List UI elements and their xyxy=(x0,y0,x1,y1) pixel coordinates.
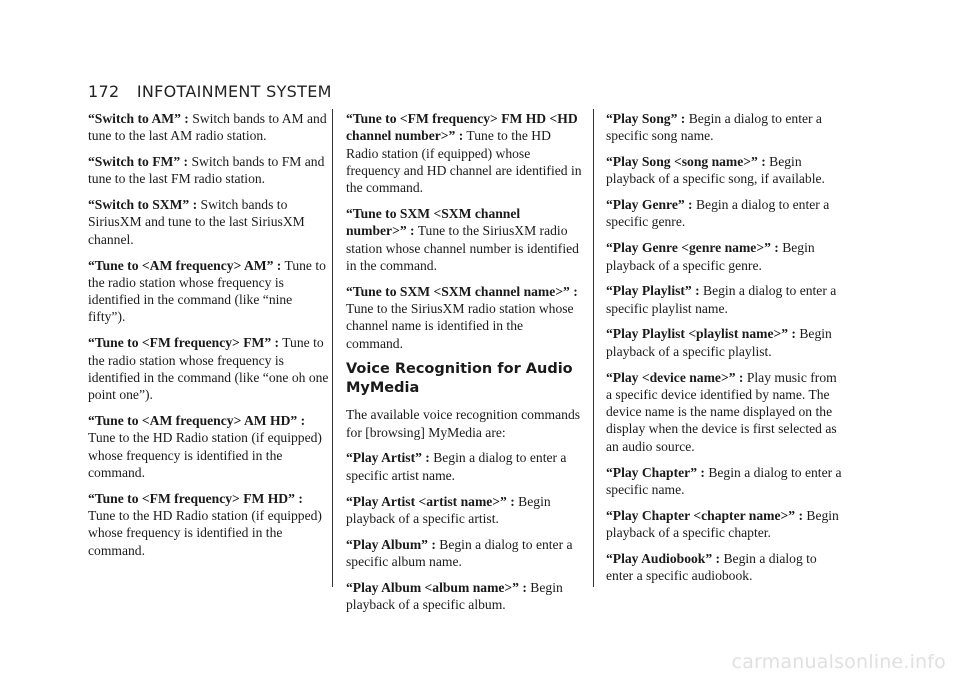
command-name: “Play Genre <genre name>” : xyxy=(606,240,779,256)
command-entry xyxy=(346,110,582,196)
intro-paragraph: The available voice recognition commands for [browsing] MyMedia are: xyxy=(346,407,581,440)
command-description: Tune to the HD Radio station (if equipped) whose frequency is identified in the command. xyxy=(88,430,322,480)
command-entry xyxy=(606,110,842,145)
column-2 xyxy=(346,110,582,622)
command-description: Switch bands to SiriusXM and tune to the last SiriusXM channel. xyxy=(88,197,305,247)
command-description: Begin playback of a specific song, if available. xyxy=(606,154,825,187)
command-name: “Play Genre” : xyxy=(606,197,693,213)
command-description: Tune to the HD Radio station (if equipped) whose frequency and HD channel are identified in the command. xyxy=(346,128,582,196)
command-name: “Play Artist <artist name>” : xyxy=(346,493,515,509)
command-entry xyxy=(346,493,582,528)
command-name: “Tune to <FM frequency> FM” : xyxy=(88,335,280,351)
command-description: Begin a dialog to enter a specific song name. xyxy=(606,111,822,144)
command-entry xyxy=(606,196,842,231)
command-name: “Play Artist” : xyxy=(346,450,430,466)
command-description: Begin a dialog to enter a specific artist name. xyxy=(346,450,567,483)
command-name: “Switch to AM” : xyxy=(88,111,189,126)
column-divider xyxy=(332,109,333,587)
command-description: Tune to the radio station whose frequency is identified in the command (like “nine fifty”). xyxy=(88,257,326,325)
page-number: 172 xyxy=(88,82,120,101)
command-name: “Play Playlist <playlist name>” : xyxy=(606,326,796,342)
command-name: “Tune to <AM frequency> AM” : xyxy=(88,257,282,273)
command-description: Begin a dialog to enter a specific genre. xyxy=(606,197,830,230)
command-description: Begin playback of a specific genre. xyxy=(606,240,815,273)
command-description: Begin playback of a specific album. xyxy=(346,579,563,613)
command-name: “Play Song <song name>” : xyxy=(606,154,766,170)
command-entry xyxy=(88,334,330,403)
command-entry xyxy=(346,283,582,352)
command-description: Switch bands to FM and tune to the last FM radio station. xyxy=(88,154,325,187)
command-name: “Tune to SXM <SXM channel name>” : xyxy=(346,283,578,299)
command-entry xyxy=(606,325,842,360)
command-name: “Tune to <FM frequency> FM HD” : xyxy=(88,490,303,506)
command-description: Begin a dialog to enter a specific audiobook. xyxy=(606,550,817,584)
command-description: Tune to the SiriusXM radio station whose channel number is identified in the command. xyxy=(346,223,579,273)
column-3 xyxy=(606,110,842,593)
command-entry xyxy=(606,282,842,317)
command-name: “Switch to SXM” : xyxy=(88,197,198,213)
command-entry xyxy=(606,153,842,188)
command-entry xyxy=(606,369,842,455)
command-entry xyxy=(606,507,842,542)
command-description: Switch bands to AM and tune to the last AM radio station. xyxy=(88,111,327,144)
command-name: “Play Song” : xyxy=(606,111,686,126)
command-entry xyxy=(606,239,842,274)
watermark-link[interactable]: carmanualsonline.info xyxy=(731,651,946,673)
command-description: Begin playback of a specific playlist. xyxy=(606,326,832,359)
command-name: “Play Playlist” : xyxy=(606,283,700,299)
command-name: “Tune to <AM frequency> AM HD” : xyxy=(88,412,306,428)
command-name: “Play <device name>” : xyxy=(606,369,744,385)
page-header xyxy=(88,82,332,101)
command-description: Begin playback of a specific artist. xyxy=(346,493,551,526)
command-description: Tune to the HD Radio station (if equipped) whose frequency is identified in the command. xyxy=(88,507,322,558)
command-name: “Tune to SXM <SXM channel number>” : xyxy=(346,205,521,239)
command-description: Begin a dialog to enter a specific playlist name. xyxy=(606,283,837,316)
command-entry xyxy=(606,550,842,585)
command-description: Tune to the SiriusXM radio station whose channel name is identified in the command. xyxy=(346,300,574,351)
section-title: INFOTAINMENT SYSTEM xyxy=(136,82,332,101)
command-name: “Play Album” : xyxy=(346,536,436,552)
command-description: Play music from a specific device identified by name. The device name is the name displayed on the display when the device is first selected as an audio source. xyxy=(606,369,837,454)
command-description: Tune to the radio station whose frequency is identified in the command (like “one oh one point one”). xyxy=(88,335,329,403)
command-entry xyxy=(346,579,582,614)
column-divider xyxy=(593,109,594,587)
command-entry xyxy=(88,110,330,145)
command-entry xyxy=(606,464,842,499)
command-name: “Play Audiobook” : xyxy=(606,550,721,566)
command-description: Begin playback of a specific chapter. xyxy=(606,507,839,540)
command-entry xyxy=(88,257,330,326)
command-entry xyxy=(88,490,330,559)
command-entry xyxy=(88,153,330,188)
command-name: “Play Chapter <chapter name>” : xyxy=(606,507,803,523)
section-heading: Voice Recognition for Audio MyMedia xyxy=(346,361,573,396)
command-entry xyxy=(88,196,330,248)
command-entry xyxy=(346,205,582,274)
command-entry xyxy=(88,412,330,481)
command-entry xyxy=(346,449,582,484)
command-name: “Tune to <FM frequency> FM HD <HD channel number>” : xyxy=(346,111,578,144)
command-description: Begin a dialog to enter a specific name. xyxy=(606,464,842,497)
command-entry xyxy=(346,536,582,571)
command-name: “Play Album <album name>” : xyxy=(346,579,527,595)
command-name: “Play Chapter” : xyxy=(606,464,705,480)
column-1 xyxy=(88,110,330,567)
command-description: Begin a dialog to enter a specific album name. xyxy=(346,536,573,569)
command-name: “Switch to FM” : xyxy=(88,154,189,170)
